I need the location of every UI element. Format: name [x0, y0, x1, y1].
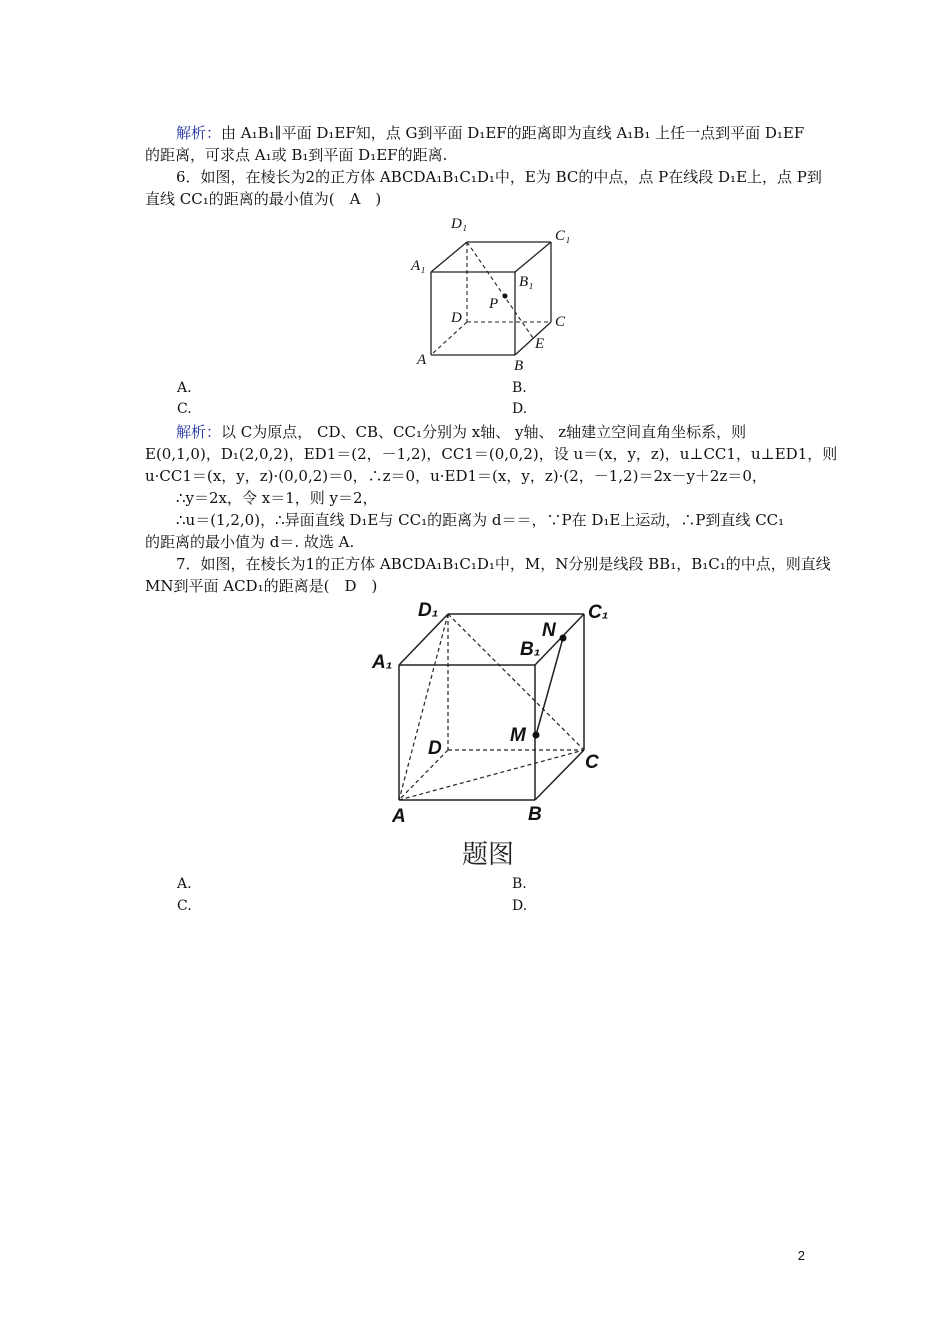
label-c: C: [585, 752, 599, 773]
solution6-text1: 以 C为原点， CD、CB、CC₁分别为 x轴、 y轴、 z轴建立空间直角坐标系，则: [221, 423, 747, 441]
label-m: M: [510, 725, 526, 746]
label-c1: C₁: [588, 602, 609, 623]
label-b1: B₁: [520, 639, 541, 660]
q6-option-c: C.: [177, 401, 192, 417]
label-d: D: [428, 738, 442, 759]
label-e: E: [535, 336, 545, 352]
label-b1: B₁: [519, 274, 534, 290]
q6-option-b: B.: [512, 380, 527, 396]
solution-label: 解析：: [176, 124, 222, 142]
q7-option-a: A.: [177, 876, 192, 892]
solution6-line5: ∴u＝(1,2,0)，∴异面直线 D₁E与 CC₁的距离为 d＝＝，∵P在 D₁E上运动，∴P到直线 CC₁: [176, 511, 785, 529]
label-b: B: [528, 804, 542, 825]
label-d1: D₁: [451, 216, 468, 232]
label-d1: D₁: [418, 600, 439, 621]
figure-caption: 题图: [462, 840, 515, 870]
q7-option-d: D.: [512, 898, 528, 914]
question7-line2: MN到平面 ACD₁的距离是( D ): [145, 577, 378, 595]
q7-option-b: B.: [512, 876, 527, 892]
solution5-line2: 的距离，可求点 A₁或 B₁到平面 D₁EF的距离.: [145, 146, 448, 164]
cube-figure-q7: [368, 598, 628, 878]
q6-option-a: A.: [177, 380, 192, 396]
label-d: D: [451, 310, 462, 326]
page-number: 2: [797, 1248, 805, 1263]
point-p-dot: [503, 294, 508, 299]
label-a: A: [417, 352, 427, 368]
solution-label: 解析：: [176, 423, 222, 441]
solution5-line1: [176, 122, 804, 144]
question6-line1: 6．如图，在棱长为2的正方体 ABCDA₁B₁C₁D₁中，E为 BC的中点，点 P在线段 D₁E上，点 P到: [176, 168, 822, 186]
solution6-line2: E(0,1,0)，D₁(2,0,2)，ED1＝(2，－1,2)，CC1＝(0,0,2)，设 u＝(x，y，z)，u⊥CC1，u⊥ED1，则: [145, 445, 838, 463]
cube-figure-q6: [405, 212, 585, 372]
solution6-line3: u·CC1＝(x，y，z)·(0,0,2)＝0，∴z＝0，u·ED1＝(x，y，z)·(2，－1,2)＝2x－y＋2z＝0，: [145, 467, 767, 485]
label-p: P: [489, 296, 499, 312]
label-b: B: [514, 358, 524, 374]
label-c1: C₁: [555, 228, 571, 244]
point-m-dot: [533, 732, 540, 739]
question7-line1: 7．如图，在棱长为1的正方体 ABCDA₁B₁C₁D₁中，M，N分别是线段 BB₁，B₁C₁的中点，则直线: [176, 555, 831, 573]
solution5-text1: 由 A₁B₁∥平面 D₁EF知，点 G到平面 D₁EF的距离即为直线 A₁B₁ 上任一点到平面 D₁EF: [221, 124, 805, 142]
q6-option-d: D.: [512, 401, 528, 417]
label-n: N: [542, 620, 556, 641]
label-a1: A₁: [372, 652, 393, 673]
label-a: A: [392, 806, 406, 827]
solution6-line6: 的距离的最小值为 d＝. 故选 A.: [145, 533, 355, 551]
q7-option-c: C.: [177, 898, 192, 914]
label-a1: A₁: [411, 258, 426, 274]
question6-line2: 直线 CC₁的距离的最小值为( A ): [145, 190, 382, 208]
solution6-line4: ∴y＝2x，令 x＝1，则 y＝2，: [176, 489, 378, 507]
solution6-line1: [176, 421, 746, 443]
point-n-dot: [560, 635, 567, 642]
label-c: C: [555, 314, 566, 330]
